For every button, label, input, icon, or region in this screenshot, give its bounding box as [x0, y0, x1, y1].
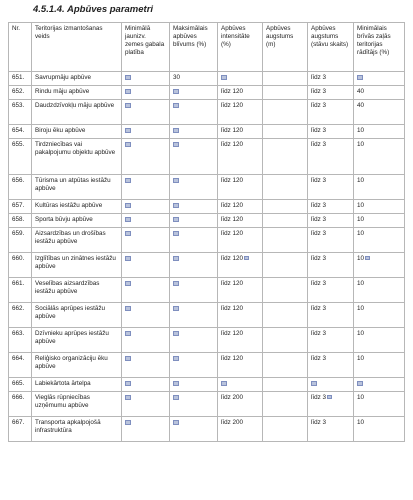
- footnote-link-icon[interactable]: [173, 217, 179, 222]
- cell-height-m: [263, 253, 308, 278]
- table-row: [9, 214, 405, 228]
- footnote-link-icon[interactable]: [173, 356, 179, 361]
- cell-use-type: Kultūras iestāžu apbūve: [32, 200, 122, 214]
- table-row: [9, 100, 405, 125]
- cell-max-density: [170, 228, 218, 253]
- cell-green-area: 10: [354, 139, 405, 175]
- cell-row-number: 651.: [9, 72, 32, 86]
- cell-intensity: [218, 72, 263, 86]
- cell-floors: līdz 3: [308, 253, 354, 278]
- footnote-link-icon[interactable]: [173, 178, 179, 183]
- cell-green-area: 10: [354, 125, 405, 139]
- cell-max-density: [170, 175, 218, 200]
- cell-intensity: līdz 120: [218, 214, 263, 228]
- cell-green-area: 40: [354, 100, 405, 125]
- cell-max-density: [170, 417, 218, 442]
- cell-height-m: [263, 417, 308, 442]
- cell-floors: [308, 378, 354, 392]
- cell-height-m: [263, 303, 308, 328]
- cell-floors: līdz 3: [308, 125, 354, 139]
- table-row: [9, 125, 405, 139]
- table-header-row: [9, 23, 405, 72]
- cell-floors: līdz 3: [308, 100, 354, 125]
- table-row: [9, 175, 405, 200]
- cell-floors: līdz 3: [308, 200, 354, 214]
- cell-row-number: 662.: [9, 303, 32, 328]
- cell-use-type: Daudzdzīvokļu māju apbūve: [32, 100, 122, 125]
- footnote-link-icon[interactable]: [173, 203, 179, 208]
- table-row: [9, 253, 405, 278]
- cell-floors: līdz 3: [308, 278, 354, 303]
- cell-floors: līdz 3: [308, 392, 354, 417]
- footnote-link-icon[interactable]: [125, 178, 131, 183]
- footnote-link-icon[interactable]: [125, 420, 131, 425]
- cell-intensity: līdz 120: [218, 303, 263, 328]
- cell-floors: līdz 3: [308, 417, 354, 442]
- building-parameters-table: [8, 22, 405, 442]
- cell-height-m: [263, 125, 308, 139]
- cell-max-density: [170, 353, 218, 378]
- cell-use-type: Dzīvnieku aprūpes iestāžu apbūve: [32, 328, 122, 353]
- cell-min-plot-area: [122, 392, 170, 417]
- cell-intensity: [218, 378, 263, 392]
- cell-floors: līdz 3: [308, 139, 354, 175]
- cell-green-area: 10: [354, 303, 405, 328]
- cell-height-m: [263, 328, 308, 353]
- cell-height-m: [263, 175, 308, 200]
- cell-intensity: līdz 120: [218, 278, 263, 303]
- cell-green-area: 10: [354, 200, 405, 214]
- footnote-link-icon[interactable]: [125, 203, 131, 208]
- cell-row-number: 667.: [9, 417, 32, 442]
- table-row: [9, 278, 405, 303]
- cell-max-density: 30: [170, 72, 218, 86]
- cell-row-number: 655.: [9, 139, 32, 175]
- cell-min-plot-area: [122, 328, 170, 353]
- cell-floors: līdz 3: [308, 228, 354, 253]
- footnote-link-icon[interactable]: [173, 89, 179, 94]
- cell-green-area: 10: [354, 278, 405, 303]
- footnote-link-icon[interactable]: [221, 75, 227, 80]
- footnote-link-icon[interactable]: [244, 256, 249, 260]
- cell-intensity: līdz 200: [218, 417, 263, 442]
- cell-min-plot-area: [122, 278, 170, 303]
- cell-row-number: 652.: [9, 86, 32, 100]
- cell-green-area: 10: [354, 392, 405, 417]
- cell-green-area: [354, 378, 405, 392]
- cell-min-plot-area: [122, 228, 170, 253]
- cell-row-number: 656.: [9, 175, 32, 200]
- footnote-link-icon[interactable]: [125, 89, 131, 94]
- footnote-link-icon[interactable]: [173, 331, 179, 336]
- footnote-link-icon[interactable]: [173, 381, 179, 386]
- column-header-min-plot-area: Minimālā jaunizv. zemes gabala platība: [122, 23, 170, 72]
- footnote-link-icon[interactable]: [125, 306, 131, 311]
- cell-max-density: [170, 278, 218, 303]
- cell-use-type: Sociālās aprūpes iestāžu apbūve: [32, 303, 122, 328]
- cell-green-area: 40: [354, 86, 405, 100]
- footnote-link-icon[interactable]: [173, 256, 179, 261]
- footnote-link-icon[interactable]: [327, 395, 332, 399]
- cell-floors: līdz 3: [308, 214, 354, 228]
- cell-floors: līdz 3: [308, 72, 354, 86]
- table-row: [9, 139, 405, 175]
- cell-min-plot-area: [122, 100, 170, 125]
- footnote-link-icon[interactable]: [125, 331, 131, 336]
- cell-min-plot-area: [122, 253, 170, 278]
- cell-floors: līdz 3: [308, 303, 354, 328]
- cell-use-type: Tirdzniecības vai pakalpojumu objektu apbūve: [32, 139, 122, 175]
- footnote-link-icon[interactable]: [125, 75, 131, 80]
- cell-intensity: līdz 120: [218, 328, 263, 353]
- cell-use-type: Savrupmāju apbūve: [32, 72, 122, 86]
- cell-intensity: līdz 120: [218, 125, 263, 139]
- cell-use-type: Rindu māju apbūve: [32, 86, 122, 100]
- table-row: [9, 392, 405, 417]
- column-header-floors: Apbūves augstums (stāvu skaits): [308, 23, 354, 72]
- footnote-link-icon[interactable]: [125, 281, 131, 286]
- cell-floors: līdz 3: [308, 353, 354, 378]
- cell-row-number: 654.: [9, 125, 32, 139]
- footnote-link-icon[interactable]: [125, 217, 131, 222]
- table-row: [9, 72, 405, 86]
- cell-max-density: [170, 125, 218, 139]
- table-row: [9, 417, 405, 442]
- table-row: [9, 378, 405, 392]
- cell-floors: līdz 3: [308, 86, 354, 100]
- footnote-link-icon[interactable]: [357, 381, 363, 386]
- cell-row-number: 660.: [9, 253, 32, 278]
- column-header-nr: Nr.: [9, 23, 32, 72]
- cell-min-plot-area: [122, 303, 170, 328]
- cell-intensity: līdz 120: [218, 139, 263, 175]
- cell-green-area: [354, 72, 405, 86]
- cell-use-type: Veselības aizsardzības iestāžu apbūve: [32, 278, 122, 303]
- cell-intensity: līdz 120: [218, 100, 263, 125]
- cell-row-number: 658.: [9, 214, 32, 228]
- cell-use-type: Biroju ēku apbūve: [32, 125, 122, 139]
- cell-max-density: [170, 100, 218, 125]
- cell-use-type: Labiekārtota ārtelpa: [32, 378, 122, 392]
- cell-use-type: Tūrisma un atpūtas iestāžu apbūve: [32, 175, 122, 200]
- footnote-link-icon[interactable]: [173, 281, 179, 286]
- column-header-intensity: Apbūves intensitāte (%): [218, 23, 263, 72]
- footnote-link-icon[interactable]: [357, 75, 363, 80]
- cell-height-m: [263, 228, 308, 253]
- cell-height-m: [263, 278, 308, 303]
- footnote-link-icon[interactable]: [173, 306, 179, 311]
- cell-use-type: Reliģisko organizāciju ēku apbūve: [32, 353, 122, 378]
- footnote-link-icon[interactable]: [173, 420, 179, 425]
- cell-max-density: [170, 139, 218, 175]
- table-row: [9, 303, 405, 328]
- footnote-link-icon[interactable]: [311, 381, 317, 386]
- cell-max-density: [170, 214, 218, 228]
- cell-use-type: Aizsardzības un drošības iestāžu apbūve: [32, 228, 122, 253]
- cell-intensity: līdz 120: [218, 353, 263, 378]
- footnote-link-icon[interactable]: [173, 142, 179, 147]
- cell-min-plot-area: [122, 214, 170, 228]
- footnote-link-icon[interactable]: [173, 231, 179, 236]
- table-row: [9, 86, 405, 100]
- cell-use-type: Transporta apkalpojošā infrastruktūra: [32, 417, 122, 442]
- cell-height-m: [263, 200, 308, 214]
- cell-max-density: [170, 378, 218, 392]
- cell-height-m: [263, 378, 308, 392]
- footnote-link-icon[interactable]: [365, 256, 370, 260]
- cell-intensity: līdz 120: [218, 200, 263, 214]
- cell-row-number: 657.: [9, 200, 32, 214]
- cell-max-density: [170, 392, 218, 417]
- cell-use-type: Sporta būvju apbūve: [32, 214, 122, 228]
- footnote-link-icon[interactable]: [125, 231, 131, 236]
- footnote-link-icon[interactable]: [173, 103, 179, 108]
- cell-height-m: [263, 392, 308, 417]
- cell-min-plot-area: [122, 353, 170, 378]
- cell-min-plot-area: [122, 139, 170, 175]
- cell-height-m: [263, 139, 308, 175]
- cell-row-number: 653.: [9, 100, 32, 125]
- cell-green-area: 10: [354, 328, 405, 353]
- cell-row-number: 661.: [9, 278, 32, 303]
- cell-height-m: [263, 100, 308, 125]
- column-header-green-area: Minimālais brīvās zaļās teritorijas rādītājs (%): [354, 23, 405, 72]
- cell-green-area: 10: [354, 175, 405, 200]
- table-row: [9, 353, 405, 378]
- cell-min-plot-area: [122, 175, 170, 200]
- footnote-link-icon[interactable]: [125, 128, 131, 133]
- cell-min-plot-area: [122, 125, 170, 139]
- cell-max-density: [170, 86, 218, 100]
- cell-max-density: [170, 200, 218, 214]
- cell-min-plot-area: [122, 417, 170, 442]
- cell-height-m: [263, 214, 308, 228]
- cell-row-number: 664.: [9, 353, 32, 378]
- cell-intensity: līdz 200: [218, 392, 263, 417]
- footnote-link-icon[interactable]: [125, 381, 131, 386]
- cell-green-area: 10: [354, 253, 405, 278]
- footnote-link-icon[interactable]: [125, 103, 131, 108]
- footnote-link-icon[interactable]: [125, 395, 131, 400]
- cell-green-area: 10: [354, 228, 405, 253]
- table-row: [9, 200, 405, 214]
- column-header-use-type: Teritorijas izmantošanas veids: [32, 23, 122, 72]
- cell-max-density: [170, 253, 218, 278]
- footnote-link-icon[interactable]: [173, 395, 179, 400]
- footnote-link-icon[interactable]: [221, 381, 227, 386]
- cell-min-plot-area: [122, 200, 170, 214]
- cell-height-m: [263, 353, 308, 378]
- cell-use-type: Izglītības un zinātnes iestāžu apbūve: [32, 253, 122, 278]
- cell-min-plot-area: [122, 72, 170, 86]
- cell-intensity: līdz 120: [218, 253, 263, 278]
- footnote-link-icon[interactable]: [125, 142, 131, 147]
- footnote-link-icon[interactable]: [125, 256, 131, 261]
- cell-green-area: 10: [354, 353, 405, 378]
- cell-row-number: 665.: [9, 378, 32, 392]
- cell-min-plot-area: [122, 378, 170, 392]
- column-header-height-m: Apbūves augstums (m): [263, 23, 308, 72]
- cell-min-plot-area: [122, 86, 170, 100]
- section-heading: 4.5.1.4. Apbūves parametri: [33, 4, 154, 15]
- table-row: [9, 328, 405, 353]
- cell-max-density: [170, 303, 218, 328]
- cell-height-m: [263, 86, 308, 100]
- cell-green-area: 10: [354, 214, 405, 228]
- cell-row-number: 663.: [9, 328, 32, 353]
- cell-green-area: 10: [354, 417, 405, 442]
- cell-intensity: līdz 120: [218, 86, 263, 100]
- cell-floors: līdz 3: [308, 328, 354, 353]
- cell-intensity: līdz 120: [218, 228, 263, 253]
- footnote-link-icon[interactable]: [125, 356, 131, 361]
- table-row: [9, 228, 405, 253]
- cell-max-density: [170, 328, 218, 353]
- cell-height-m: [263, 72, 308, 86]
- footnote-link-icon[interactable]: [173, 128, 179, 133]
- column-header-max-density: Maksimālais apbūves blīvums (%): [170, 23, 218, 72]
- cell-intensity: līdz 120: [218, 175, 263, 200]
- cell-row-number: 659.: [9, 228, 32, 253]
- cell-use-type: Vieglās rūpniecības uzņēmumu apbūve: [32, 392, 122, 417]
- cell-floors: līdz 3: [308, 175, 354, 200]
- cell-row-number: 666.: [9, 392, 32, 417]
